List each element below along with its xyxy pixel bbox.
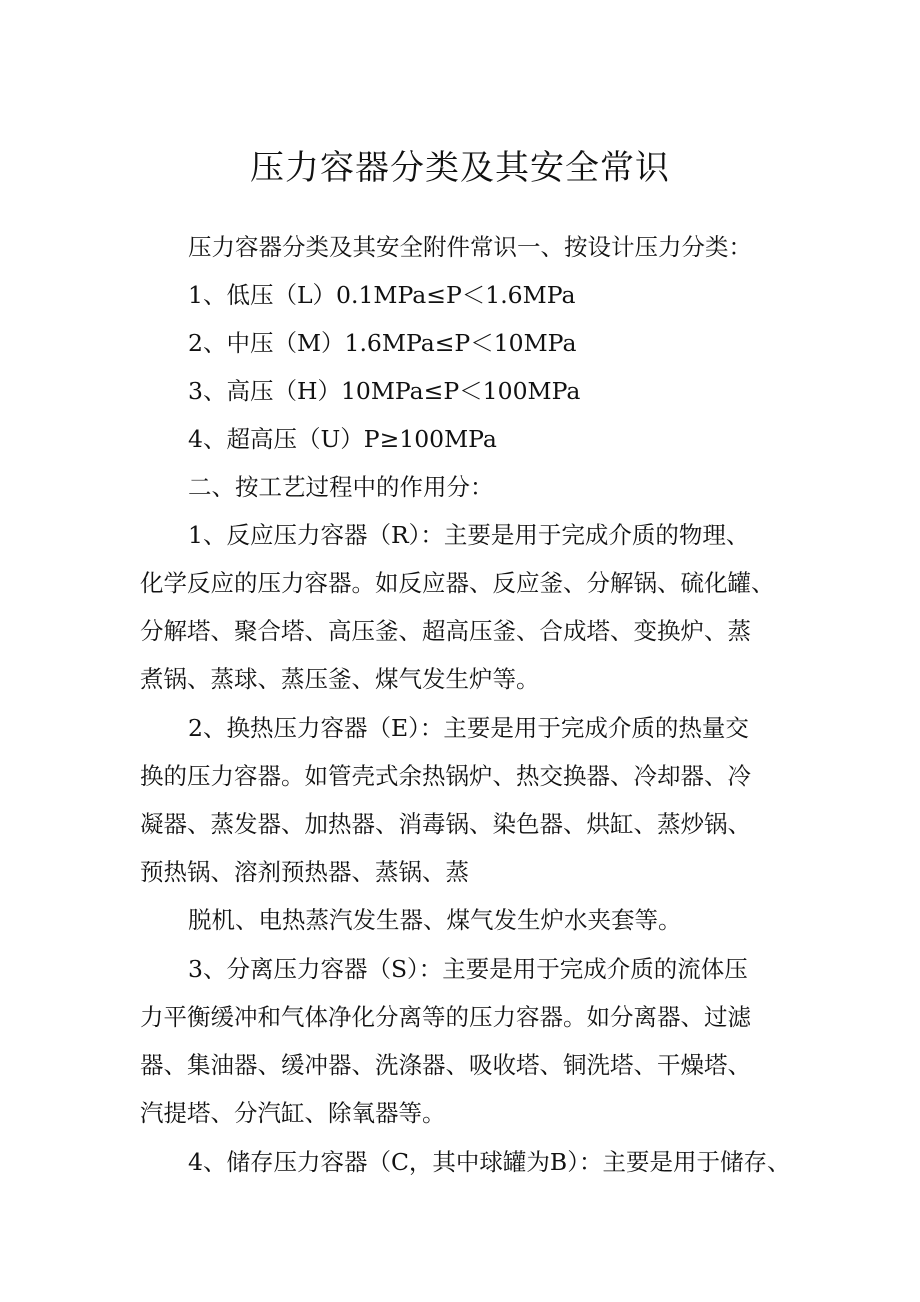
- paragraph-line-reaction: 1、反应压力容器（R）：主要是用于完成介质的物理、: [188, 521, 750, 549]
- paragraph-line: 换的压力容器。如管壳式余热锅炉、热交换器、冷却器、冷: [140, 762, 751, 790]
- paragraph-line: 凝器、蒸发器、加热器、消毒锅、染色器、烘缸、蒸炒锅、: [140, 810, 751, 838]
- paragraph-line: 力平衡缓冲和气体净化分离等的压力容器。如分离器、过滤: [140, 1003, 751, 1031]
- section-heading-process-role: 二、按工艺过程中的作用分：: [188, 473, 494, 501]
- paragraph-line-separation: 3、分离压力容器（S）：主要是用于完成介质的流体压: [188, 955, 748, 983]
- paragraph-line-heat-exchange: 2、换热压力容器（E）：主要是用于完成介质的热量交: [188, 714, 749, 742]
- paragraph-line: 化学反应的压力容器。如反应器、反应釜、分解锅、硫化罐、: [140, 569, 775, 597]
- paragraph-line: 汽提塔、分汽缸、除氧器等。: [140, 1099, 446, 1127]
- document-title: 压力容器分类及其安全常识: [250, 148, 670, 188]
- paragraph-line: 预热锅、溶剂预热器、蒸锅、蒸: [140, 858, 469, 886]
- paragraph-line-high-pressure: 3、高压（H）10MPa≤P＜100MPa: [188, 377, 581, 405]
- paragraph-line-intro: 压力容器分类及其安全附件常识一、按设计压力分类：: [188, 233, 752, 261]
- paragraph-line: 器、集油器、缓冲器、洗涤器、吸收塔、铜洗塔、干燥塔、: [140, 1051, 751, 1079]
- paragraph-line: 脱机、电热蒸汽发生器、煤气发生炉水夹套等。: [188, 906, 682, 934]
- paragraph-line-medium-pressure: 2、中压（M）1.6MPa≤P＜10MPa: [188, 329, 577, 357]
- paragraph-line: 分解塔、聚合塔、高压釜、超高压釜、合成塔、变换炉、蒸: [140, 617, 751, 645]
- paragraph-line-ultra-high-pressure: 4、超高压（U）P≥100MPa: [188, 425, 497, 453]
- paragraph-line-low-pressure: 1、低压（L）0.1MPa≤P＜1.6MPa: [188, 281, 576, 309]
- paragraph-line-storage: 4、储存压力容器（C，其中球罐为B）：主要是用于储存、: [188, 1148, 791, 1176]
- paragraph-line: 煮锅、蒸球、蒸压釜、煤气发生炉等。: [140, 665, 540, 693]
